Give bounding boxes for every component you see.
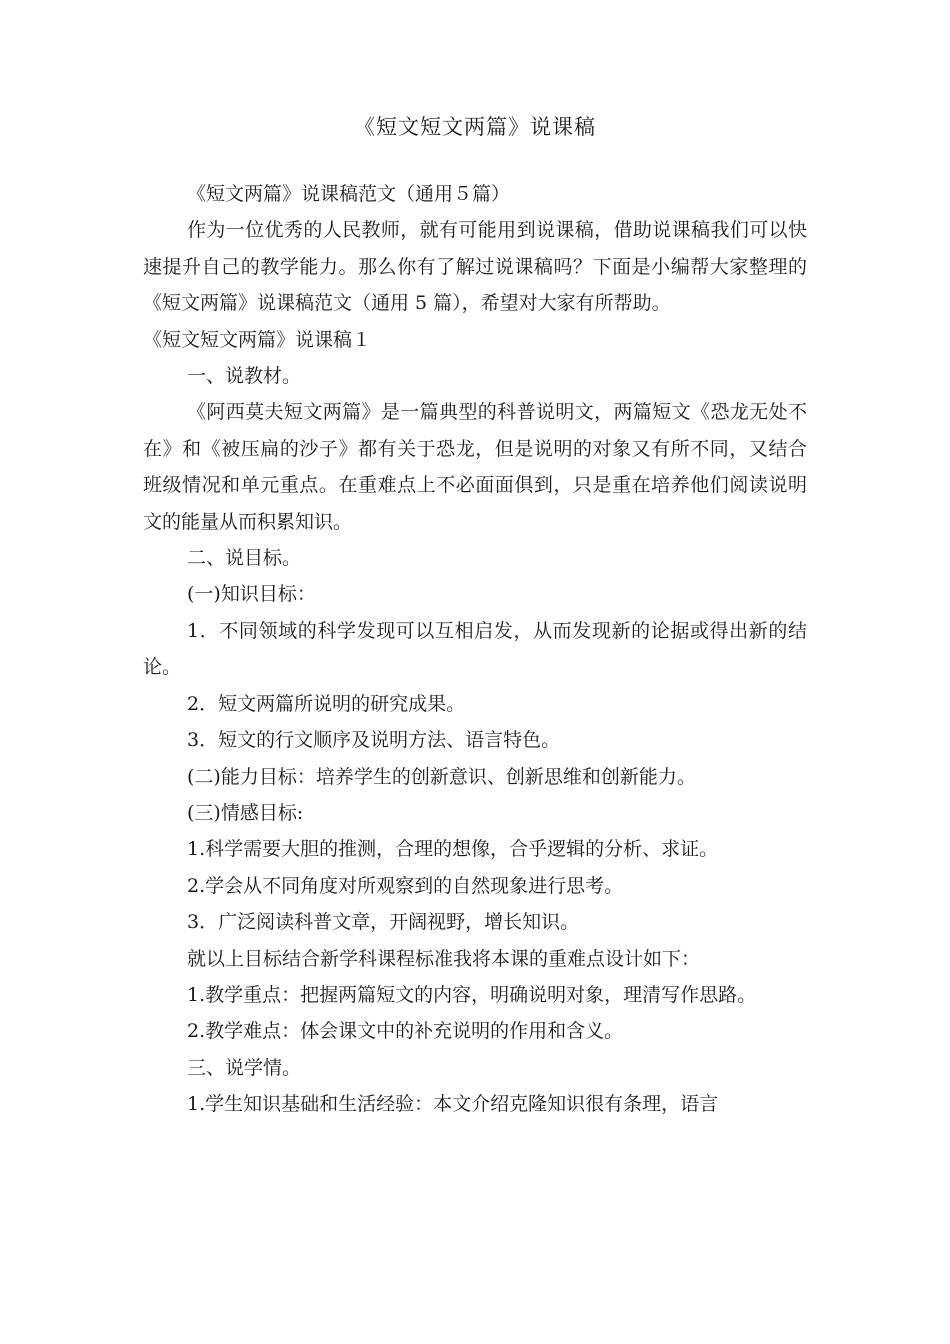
document-body bbox=[143, 176, 807, 1123]
paragraph: 三、说学情。 bbox=[187, 1056, 302, 1079]
paragraph: 3．短文的行文顺序及说明方法、语言特色。 bbox=[187, 729, 561, 752]
paragraph: 就以上目标结合新学科课程标准我将本课的重难点设计如下： bbox=[187, 947, 701, 970]
paragraph: 《短文两篇》说课稿范文（通用５篇） bbox=[187, 183, 511, 205]
paragraph: 作为一位优秀的人民教师，就有可能用到说课稿，借助说课稿我们可以快速提升自己的教学能力。那么你有了解过说课稿吗？下面是小编帮大家整理的《短文两篇》说课稿范文（通用 5 篇），希望对大家有所帮助。 bbox=[143, 219, 807, 315]
paragraph: 1.教学重点：把握两篇短文的内容，明确说明对象，理清写作思路。 bbox=[187, 983, 757, 1006]
section-heading: 《短文短文两篇》说课稿１ bbox=[143, 328, 372, 351]
paragraph: (二)能力目标：培养学生的创新意识、创新思维和创新能力。 bbox=[187, 765, 696, 788]
paragraph: 1．不同领域的科学发现可以互相启发，从而发现新的论据或得出新的结论。 bbox=[143, 619, 807, 679]
paragraph: 1.科学需要大胆的推测，合理的想像，合乎逻辑的分析、求证。 bbox=[187, 838, 719, 861]
document-title: 《短文短文两篇》说课稿 bbox=[354, 115, 596, 139]
paragraph: (一)知识目标： bbox=[187, 583, 316, 606]
paragraph: (三)情感目标: bbox=[187, 801, 304, 824]
paragraph: 2．短文两篇所说明的研究成果。 bbox=[187, 692, 466, 715]
paragraph: 《阿西莫夫短文两篇》是一篇典型的科普说明文，两篇短文《恐龙无处不在》和《被压扁的沙子》都有关于恐龙，但是说明的对象又有所不同，又结合班级情况和单元重点。在重难点上不必面面俱到，只是重在培养他们阅读说明文的能量从而积累知识。 bbox=[143, 401, 807, 533]
paragraph: 一、说教材。 bbox=[187, 365, 302, 388]
paragraph: 2.教学难点：体会课文中的补充说明的作用和含义。 bbox=[187, 1020, 624, 1043]
paragraph: 2.学会从不同角度对所观察到的自然现象进行思考。 bbox=[187, 874, 624, 897]
paragraph: 二、说目标。 bbox=[187, 547, 302, 570]
paragraph: 3．广泛阅读科普文章，开阔视野，增长知识。 bbox=[187, 911, 580, 934]
paragraph: 1.学生知识基础和生活经验：本文介绍克隆知识很有条理，语言 bbox=[187, 1093, 719, 1116]
